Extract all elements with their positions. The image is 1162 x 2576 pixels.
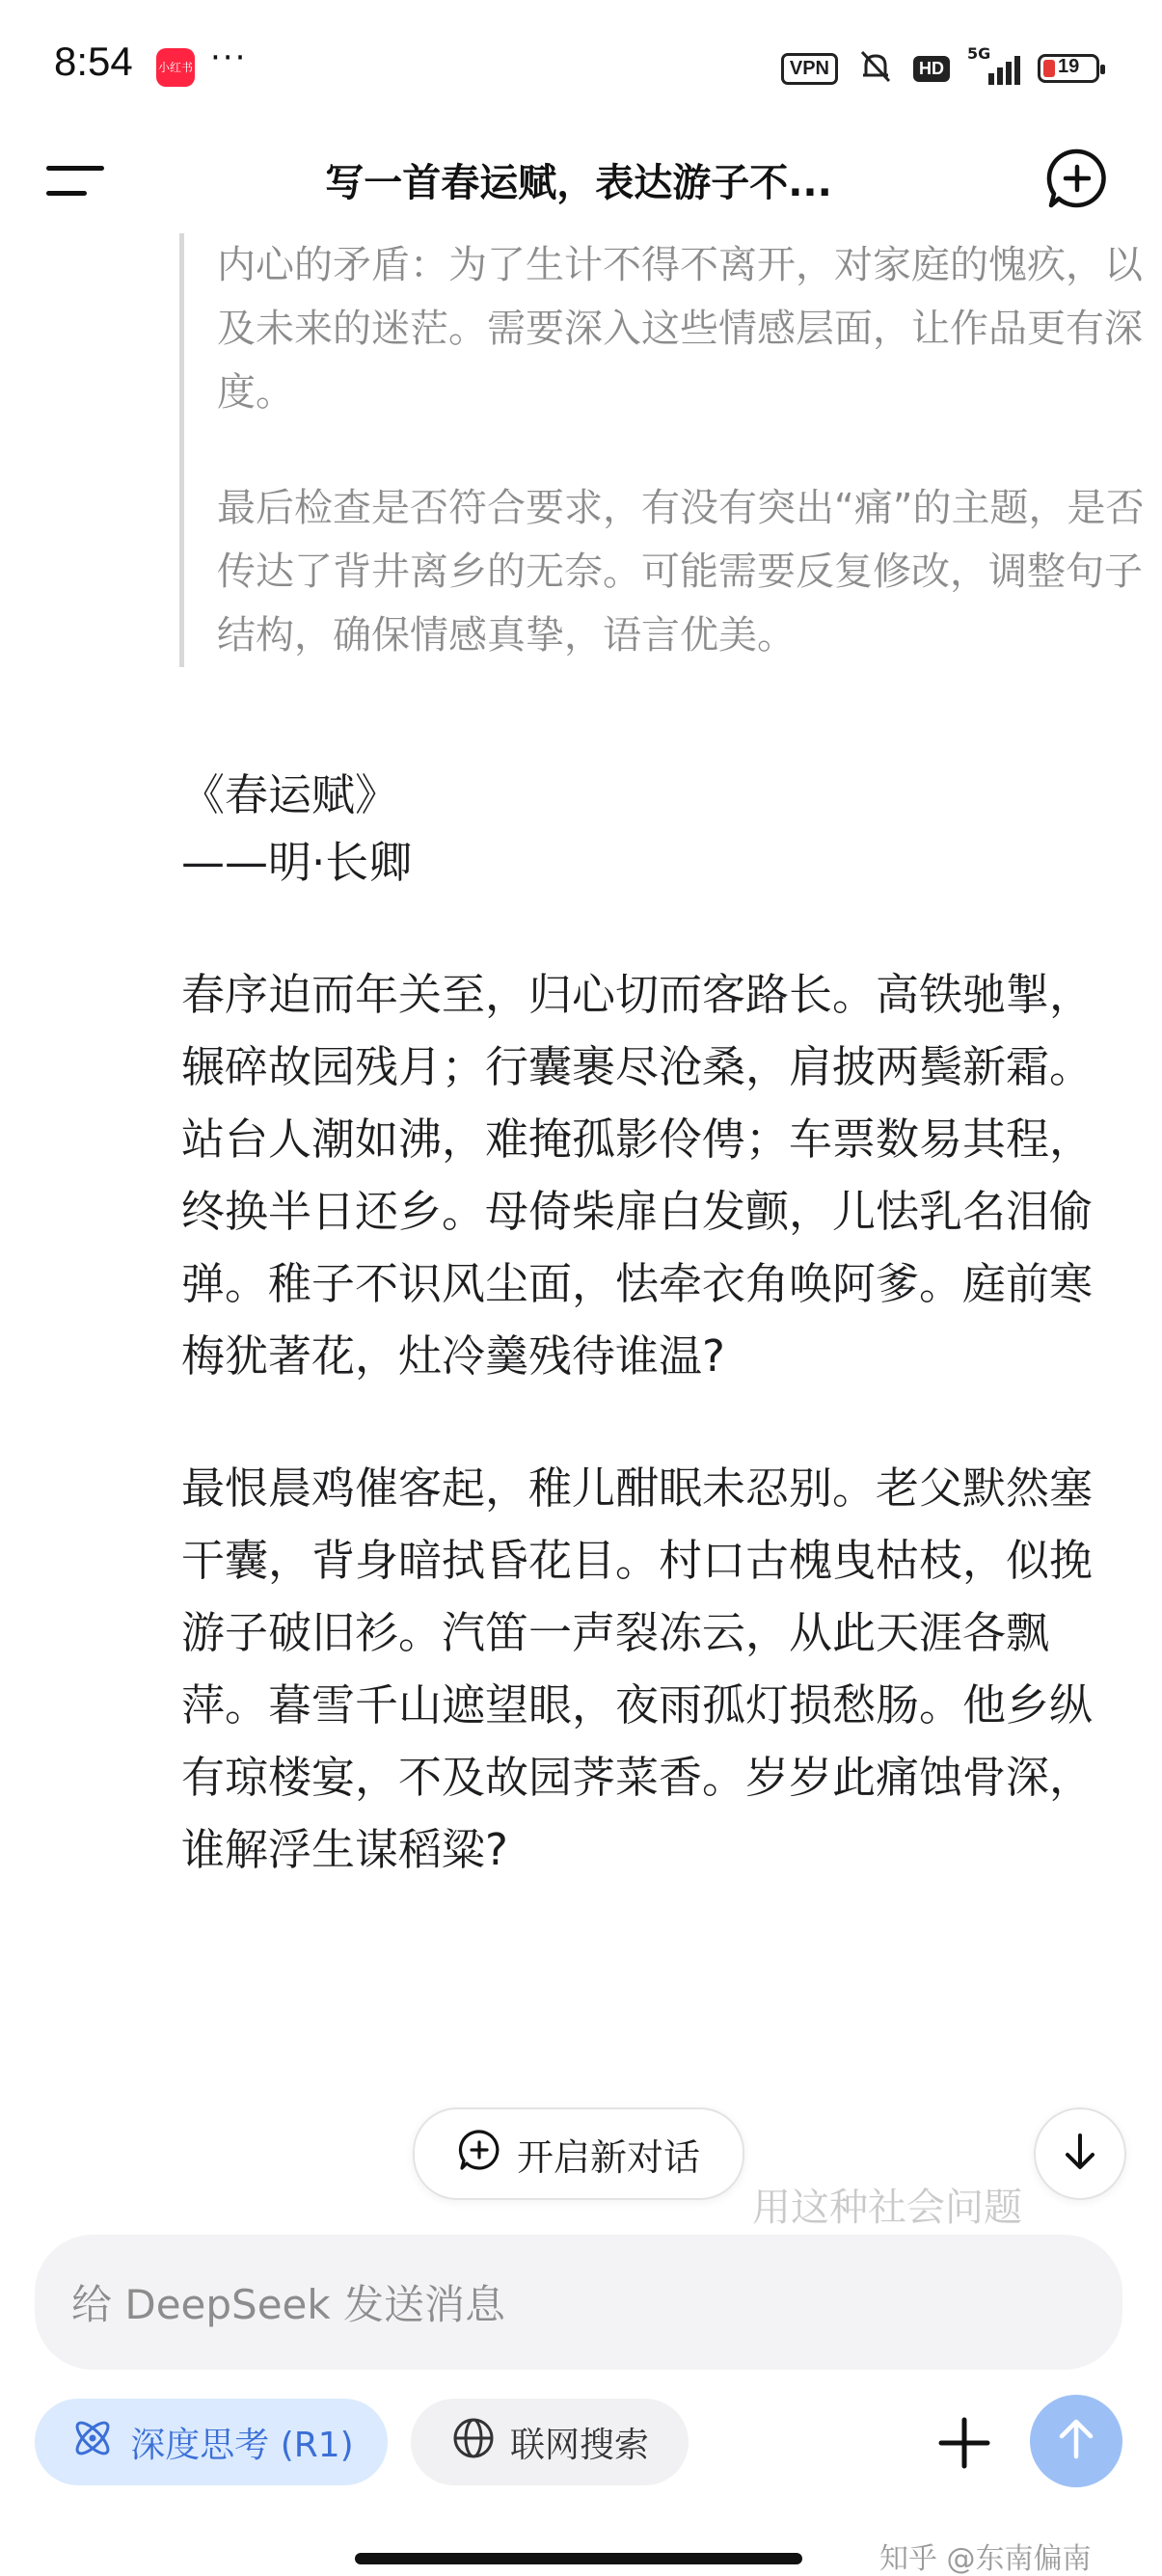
vpn-icon: VPN xyxy=(781,53,838,85)
mute-bell-icon xyxy=(855,46,896,91)
send-button[interactable] xyxy=(1030,2395,1122,2487)
message-input-placeholder: 给 DeepSeek 发送消息 xyxy=(71,2281,506,2328)
assistant-answer xyxy=(181,762,1097,1886)
hd-icon: HD xyxy=(913,56,950,82)
battery-icon xyxy=(1038,54,1099,83)
menu-icon[interactable] xyxy=(46,160,104,202)
poem-author: ——明·长卿 xyxy=(181,837,413,888)
message-input[interactable] xyxy=(35,2235,1122,2370)
faded-next-text: 用这种社会问题 xyxy=(752,2186,1022,2230)
open-new-chat-label: 开启新对话 xyxy=(516,2135,700,2179)
status-bar xyxy=(0,0,1157,135)
battery-level: 19 xyxy=(1058,56,1080,77)
new-chat-icon[interactable] xyxy=(1043,145,1111,212)
status-icons xyxy=(781,46,1099,91)
deep-think-toggle[interactable] xyxy=(35,2399,388,2485)
attach-button[interactable] xyxy=(926,2404,1003,2482)
thinking-paragraph: 内心的矛盾：为了生计不得不离开，对家庭的愧疚，以及未来的迷茫。需要深入这些情感层面，让作品更有深度。 xyxy=(217,243,1143,415)
arrow-down-icon xyxy=(1058,2130,1102,2178)
web-search-toggle[interactable] xyxy=(411,2399,689,2485)
web-search-label: 联网搜索 xyxy=(509,2425,649,2465)
atom-icon xyxy=(68,2414,117,2471)
open-new-chat-button[interactable] xyxy=(413,2107,744,2200)
globe-icon xyxy=(450,2415,497,2470)
poem-title: 《春运赋》 xyxy=(181,769,399,820)
scroll-to-bottom-button[interactable] xyxy=(1034,2107,1126,2200)
poem-paragraph: 最恨晨鸡催客起，稚儿酣眠未忍别。老父默然塞干囊，背身暗拭昏花目。村口古槐曳枯枝，似挽游子破旧衫。汽笛一声裂冻云，从此天涯各飘萍。暮雪千山遮望眼，夜雨孤灯损愁肠。他乡纵有琼楼宴，不及故园荠菜香。岁岁此痛蚀骨深，谁解浮生谋稻粱? xyxy=(181,1462,1094,1875)
network-type: 5G xyxy=(967,44,991,63)
more-notifications-icon: ··· xyxy=(210,39,248,77)
page-title: 写一首春运赋，表达游子不... xyxy=(325,161,832,205)
app-notification-icon: 小红书 xyxy=(156,48,195,87)
chat-header xyxy=(0,135,1157,231)
deep-think-label: 深度思考 (R1) xyxy=(130,2425,354,2465)
arrow-up-icon xyxy=(1051,2414,1101,2468)
watermark: 知乎 @东南偏南 xyxy=(879,2542,1092,2576)
plus-icon xyxy=(926,2467,1003,2485)
thinking-paragraph: 最后检查是否符合要求，有没有突出“痛”的主题，是否传达了背井离乡的无奈。可能需要反复修改，调整句子结构，确保情感真挚，语言优美。 xyxy=(217,486,1145,657)
home-indicator[interactable] xyxy=(355,2553,802,2564)
new-chat-icon xyxy=(457,2128,501,2181)
poem-paragraph: 春序迫而年关至，归心切而客路长。高铁驰掣，辗碎故园残月；行囊裹尽沧桑，肩披两鬓新霜。站台人潮如沸，难掩孤影伶俜；车票数易其程，终换半日还乡。母倚柴扉白发颤，儿怯乳名泪偷弹。稚子不识风尘面，怯牵衣角唤阿爹。庭前寒梅犹著花，灶冷羹残待谁温? xyxy=(181,969,1094,1382)
status-time: 8:54 xyxy=(54,39,133,84)
thinking-process xyxy=(179,233,1162,667)
signal-icon xyxy=(967,44,1020,85)
